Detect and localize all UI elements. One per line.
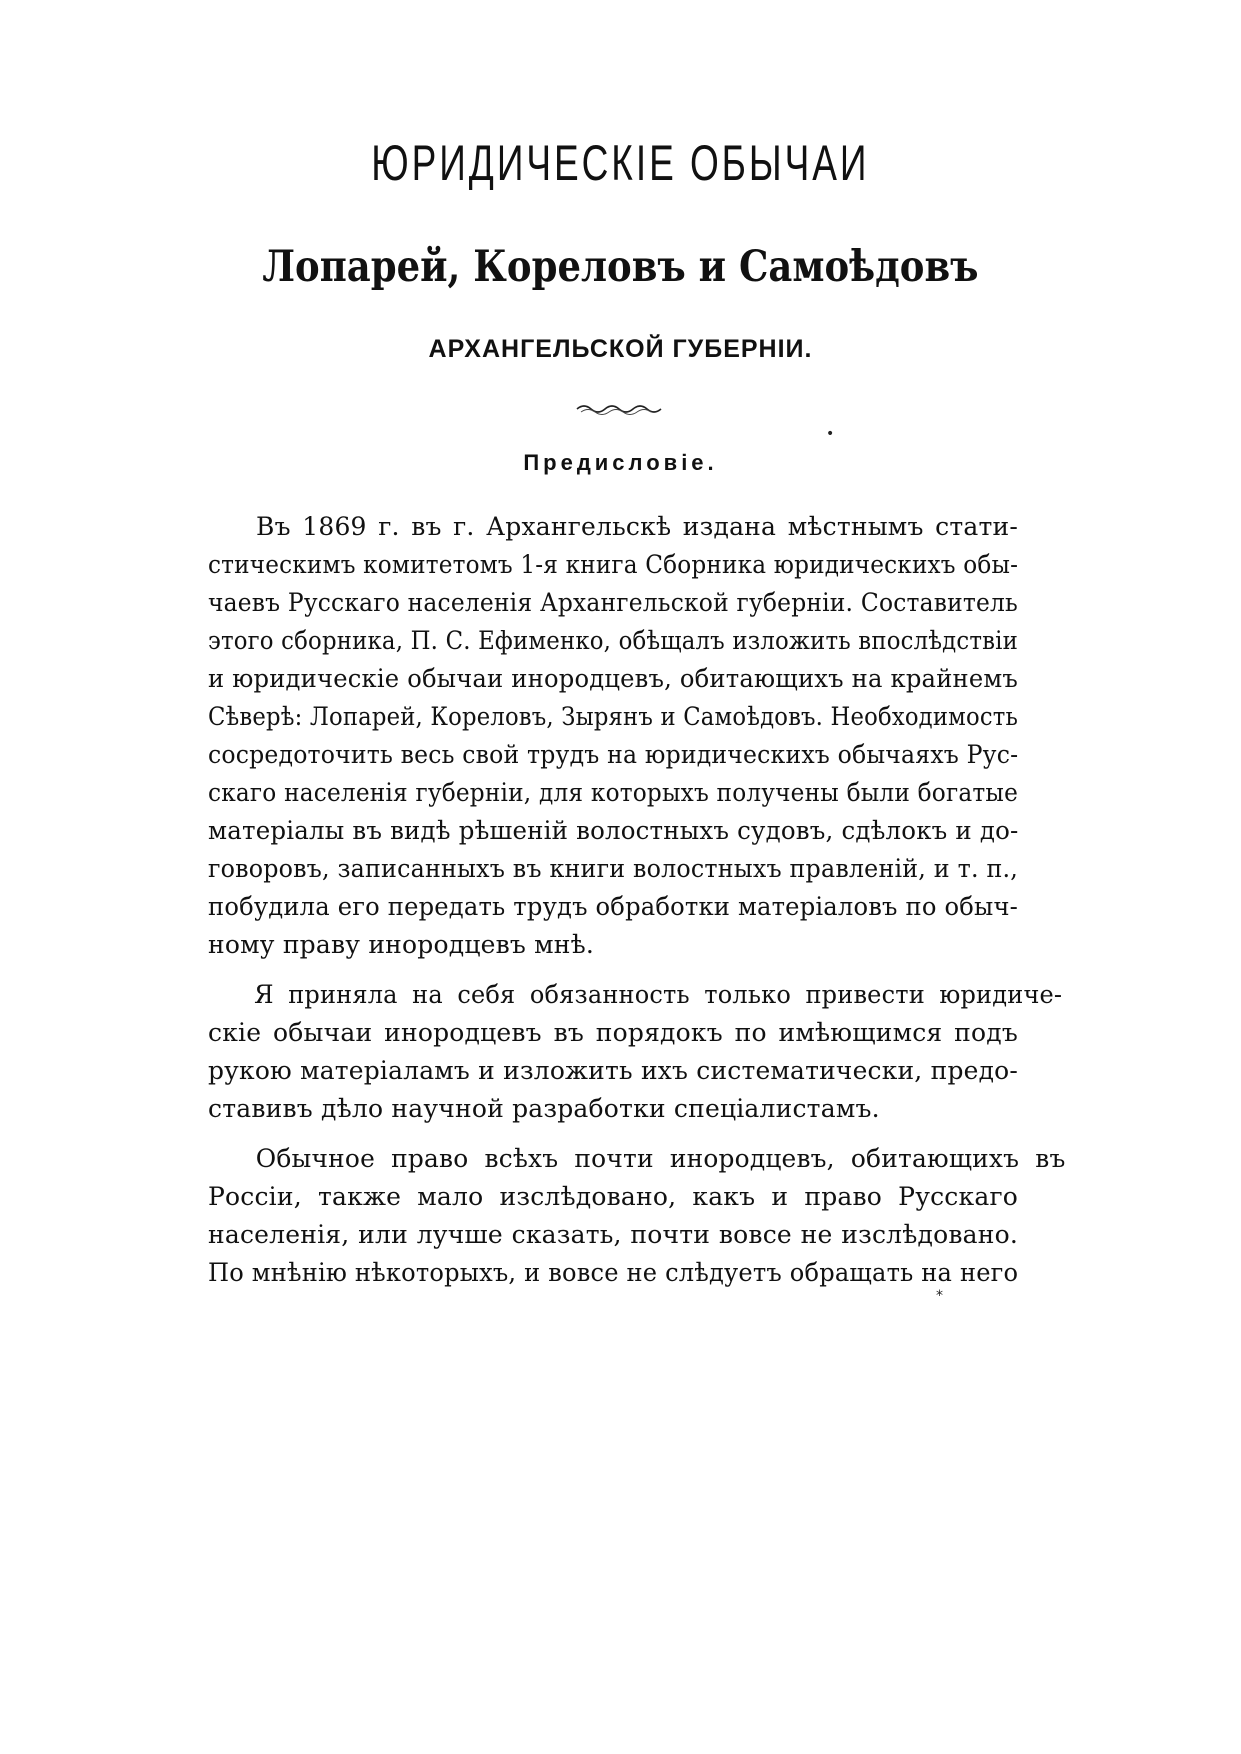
preface-heading: Предисловіе.	[523, 450, 718, 475]
paragraph	[208, 1140, 1066, 1292]
text-line: этого сборника, П. С. Ефименко, обѣщалъ изложить впослѣдствіи	[208, 626, 1019, 655]
text-line: побудила его передать трудъ обработки матеріаловъ по обыч-	[208, 892, 1019, 921]
document-subtitle: Лопарей, Кореловъ и Самоѣдовъ	[262, 242, 979, 292]
stray-dot: •	[826, 426, 835, 442]
paragraph	[208, 508, 1018, 964]
ornament-divider	[575, 400, 665, 416]
text-line: Обычное право всѣхъ почти инородцевъ, обитающихъ въ	[255, 1144, 1066, 1173]
document-region: АРХАНГЕЛЬСКОЙ ГУБЕРНІИ.	[428, 335, 813, 363]
text-line: чаевъ Русскаго населенія Архангельской губерніи. Составитель	[208, 588, 1018, 617]
text-line: сосредоточить весь свой трудъ на юридическихъ обычаяхъ Рус-	[208, 740, 1019, 769]
text-line: и юридическіе обычаи инородцевъ, обитающихъ на крайнемъ	[208, 664, 1019, 693]
document-title: ЮРИДИЧЕСКІЕ ОБЫЧАИ	[371, 135, 870, 191]
text-line: Россіи, также мало изслѣдовано, какъ и право Русскаго	[208, 1182, 1018, 1211]
text-line: рукою матеріаламъ и изложить ихъ систематически, предо-	[208, 1056, 1018, 1085]
text-line: матеріалы въ видѣ рѣшеній волостныхъ судовъ, сдѣлокъ и до-	[208, 816, 1019, 845]
body-text	[208, 508, 1066, 1292]
text-line: скаго населенія губерніи, для которыхъ получены были богатые	[208, 778, 1019, 807]
text-line: Въ 1869 г. въ г. Архангельскѣ издана мѣстнымъ стати-	[256, 512, 1018, 541]
text-line: Сѣверѣ: Лопарей, Кореловъ, Зырянъ и Самоѣдовъ. Необходимость	[208, 702, 1019, 731]
text-line: ставивъ дѣло научной разработки спеціалистамъ.	[208, 1094, 880, 1123]
signature-mark: *	[936, 1288, 943, 1304]
text-line: По мнѣнію нѣкоторыхъ, и вовсе не слѣдуетъ обращать на него	[208, 1258, 1019, 1287]
text-line: говоровъ, записанныхъ въ книги волостныхъ правленій, и т. п.,	[208, 854, 1018, 883]
text-line: скіе обычаи инородцевъ въ порядокъ по имѣющимся подъ	[208, 1018, 1018, 1047]
text-line: стическимъ комитетомъ 1-я книга Сборника юридическихъ обы-	[208, 550, 1019, 579]
paragraph	[208, 976, 1063, 1128]
text-line: Я приняла на себя обязанность только привести юридиче-	[254, 980, 1063, 1009]
text-line: ному праву инородцевъ мнѣ.	[208, 930, 595, 959]
text-line: населенія, или лучше сказать, почти вовсе не изслѣдовано.	[208, 1220, 1018, 1249]
